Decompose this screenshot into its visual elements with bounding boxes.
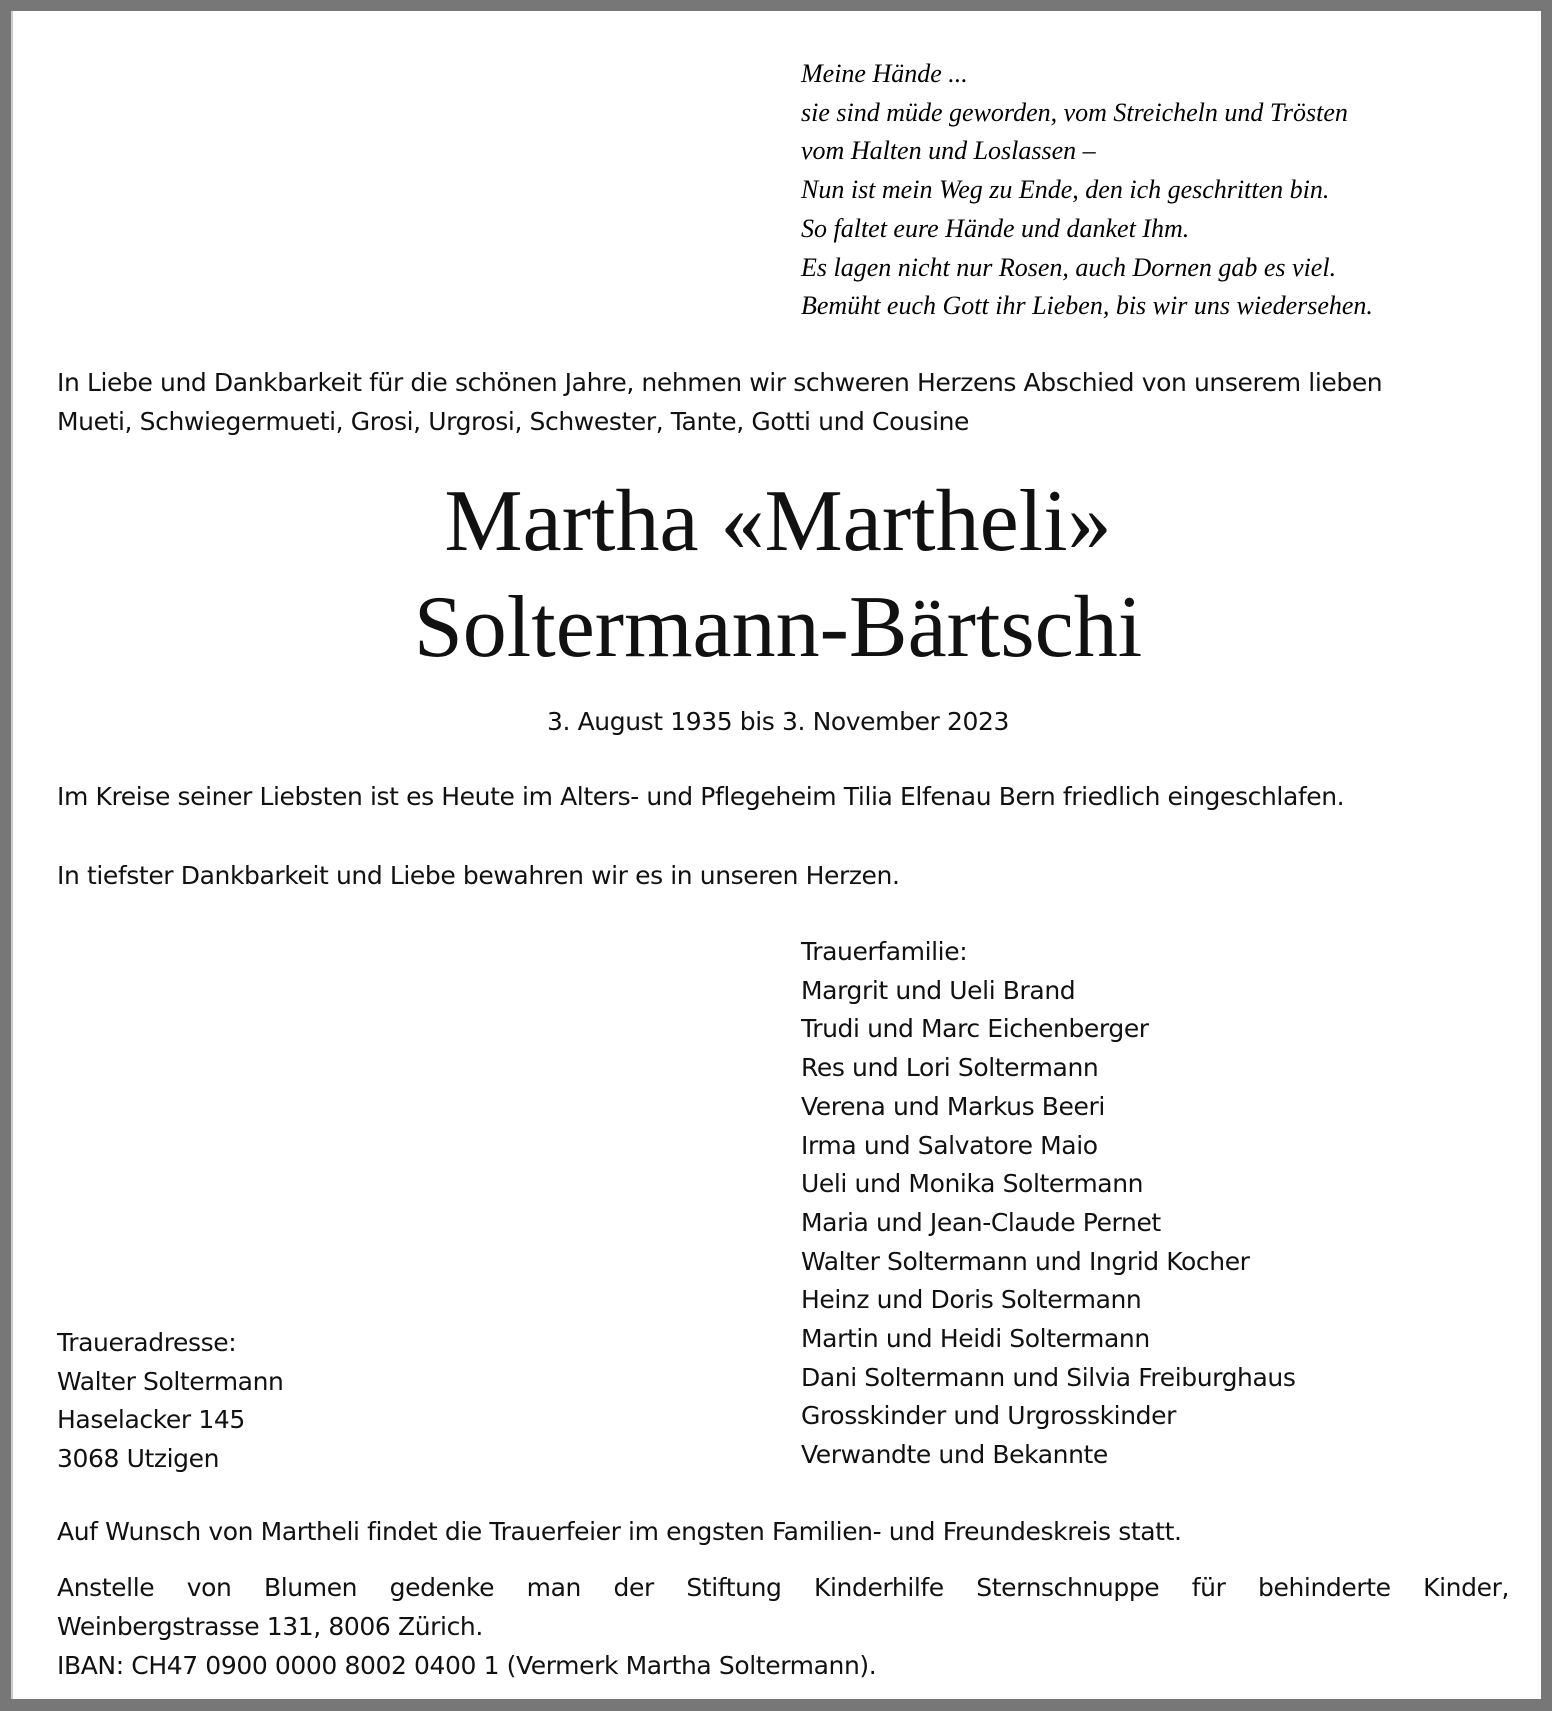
family-member: Res und Lori Soltermann (801, 1053, 1099, 1083)
family-member: Dani Soltermann und Silvia Freiburghaus (801, 1362, 1296, 1392)
funeral-notice: Auf Wunsch von Martheli findet die Trauerfeier im engsten Familien- und Freundeskreis statt. (57, 1517, 1182, 1546)
poem-line: Meine Hände ... (801, 59, 968, 88)
intro-line: Mueti, Schwiegermueti, Grosi, Urgrosi, Schwester, Tante, Gotti und Cousine (57, 407, 970, 436)
family-member: Ueli und Monika Soltermann (801, 1169, 1144, 1199)
family-member: Irma und Salvatore Maio (801, 1130, 1098, 1160)
family-member: Margrit und Ueli Brand (801, 975, 1076, 1005)
address-heading: Traueradresse: (57, 1328, 237, 1357)
family-member: Martin und Heidi Soltermann (801, 1324, 1150, 1354)
family-list (801, 933, 1296, 1475)
obituary-page (11, 11, 1541, 1699)
family-member: Verena und Markus Beeri (801, 1091, 1105, 1121)
donation-line: Anstelle von Blumen gedenke man der Stiftung Kinderhilfe Sternschnuppe für behinderte Kinder, (57, 1573, 1509, 1602)
donation-iban: IBAN: CH47 0900 0000 8002 0400 1 (Vermerk Martha Soltermann). (57, 1651, 877, 1680)
intro-line: In Liebe und Dankbarkeit für die schönen Jahre, nehmen wir schweren Herzens Abschied von unserem lieben (57, 368, 1383, 397)
family-member: Maria und Jean-Claude Pernet (801, 1207, 1161, 1237)
family-member: Walter Soltermann und Ingrid Kocher (801, 1246, 1250, 1276)
name-line-1: Martha «Martheli» (444, 473, 1112, 570)
poem-line: Es lagen nicht nur Rosen, auch Dornen gab es viel. (801, 252, 1337, 282)
family-member: Heinz und Doris Soltermann (801, 1285, 1142, 1315)
poem-line: Nun ist mein Weg zu Ende, den ich geschritten bin. (801, 175, 1330, 205)
poem (801, 55, 1373, 326)
poem-line: vom Halten und Loslassen – (801, 136, 1096, 166)
address-line: Walter Soltermann (57, 1366, 284, 1396)
life-dates: 3. August 1935 bis 3. November 2023 (546, 707, 1009, 736)
donation-notice (57, 1568, 1509, 1685)
passing-notice: Im Kreise seiner Liebsten ist es Heute im Alters- und Pflegeheim Tilia Elfenau Bern friedlich eingeschlafen. (57, 782, 1345, 811)
family-member: Trudi und Marc Eichenberger (801, 1014, 1149, 1044)
poem-line: Bemüht euch Gott ihr Lieben, bis wir uns wiedersehen. (801, 291, 1373, 321)
remembrance-text: In tiefster Dankbarkeit und Liebe bewahren wir es in unseren Herzen. (57, 861, 900, 890)
name-line-2: Soltermann-Bärtschi (413, 579, 1143, 676)
poem-line: So faltet eure Hände und danket Ihm. (801, 213, 1190, 243)
family-member: Verwandte und Bekannte (801, 1440, 1108, 1470)
deceased-name (13, 469, 1543, 681)
intro-text (57, 363, 1382, 441)
donation-line: Weinbergstrasse 131, 8006 Zürich. (57, 1612, 483, 1641)
address-line: 3068 Utzigen (57, 1444, 220, 1474)
poem-line: sie sind müde geworden, vom Streicheln und Trösten (801, 97, 1348, 127)
address-line: Haselacker 145 (57, 1405, 245, 1435)
family-member: Grosskinder und Urgrosskinder (801, 1401, 1176, 1431)
mourning-address (57, 1324, 284, 1479)
family-heading: Trauerfamilie: (801, 937, 968, 966)
